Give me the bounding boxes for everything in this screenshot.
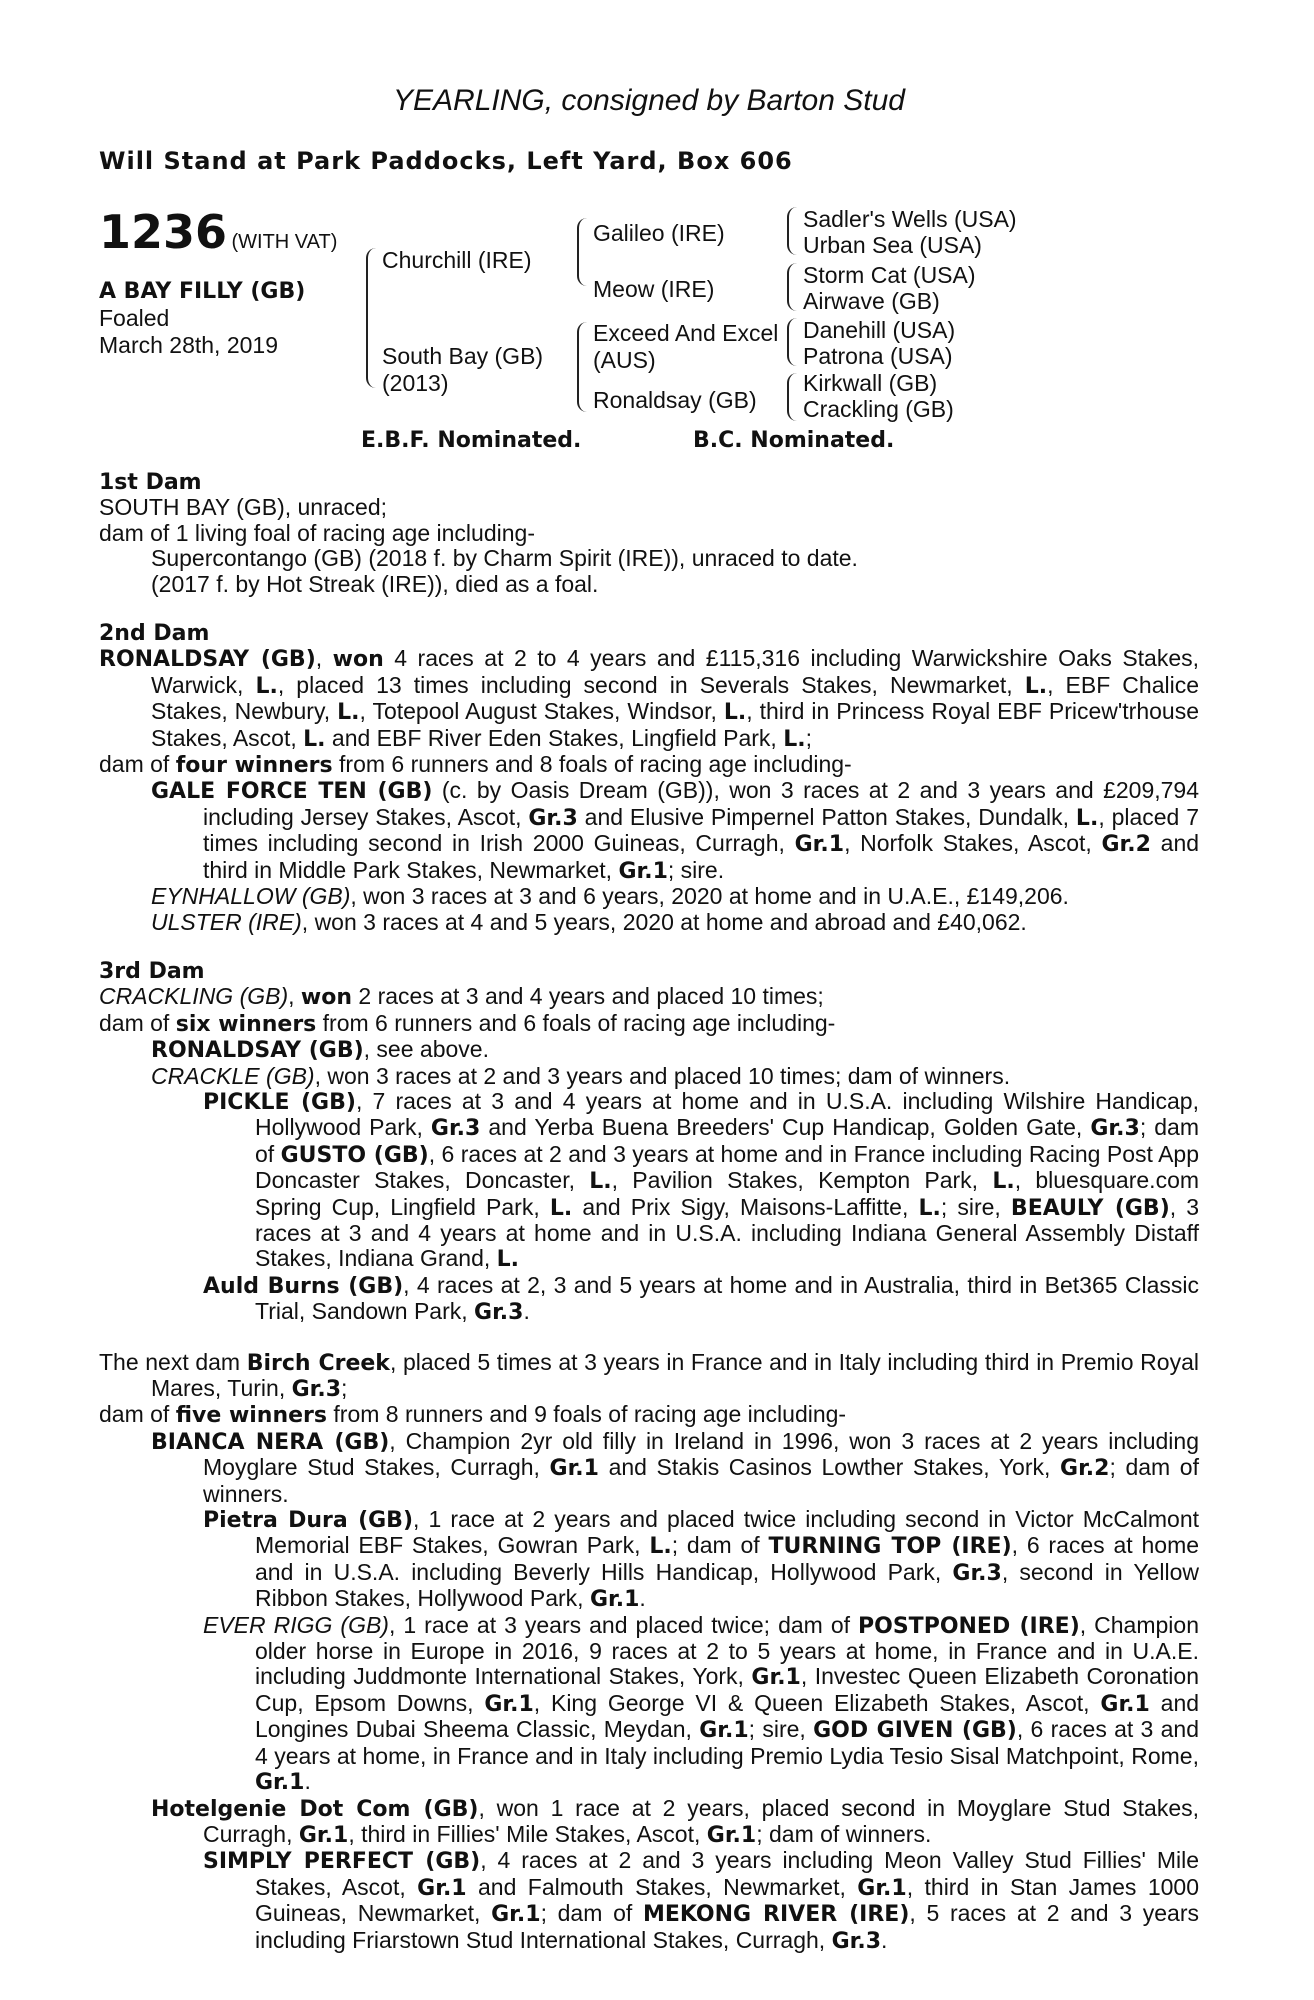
- grade: Gr.1: [298, 1822, 349, 1848]
- pickle-entry: [99, 1089, 1199, 1273]
- entry-text: and Stakis Casinos Lowther Stakes, York,: [608, 1454, 1051, 1481]
- pietra-dura-entry: [99, 1507, 1199, 1613]
- grade: L.: [918, 1195, 941, 1221]
- dam-of-line: [99, 1011, 1199, 1037]
- grade: L.: [1024, 673, 1048, 699]
- horse-name: GOD GIVEN (GB): [813, 1718, 1017, 1744]
- horse-name: EVER RIGG (GB): [203, 1611, 389, 1638]
- crackle-entry: [99, 1064, 1199, 1089]
- grade: Gr.1: [491, 1902, 541, 1928]
- entry-text: and EBF River Eden Stakes, Lingfield Park,: [331, 724, 777, 751]
- horse-name: MEKONG RIVER (IRE): [642, 1902, 910, 1928]
- pedigree-sire: Churchill (IRE): [382, 247, 532, 273]
- entry-text: , Norfolk Stakes, Ascot,: [844, 830, 1092, 857]
- entry-text: , bluesquare.com Spring Cup, Lingfield Park,: [255, 1167, 1200, 1220]
- grade: Gr.3: [831, 1928, 882, 1954]
- grade: Gr.1: [255, 1770, 305, 1796]
- entry-text: , placed 5 times at 3 years in France and in Italy including third in Premio Royal Mares, Turin,: [151, 1348, 1199, 1401]
- vat-note: (WITH VAT): [231, 231, 338, 253]
- entry-text: 4 races at 2 to 4 years and £115,316 including Warwickshire Oaks Stakes, Warwick,: [151, 645, 1200, 698]
- birch-creek-entry: [99, 1350, 1199, 1403]
- entry-text: , won 3 races at 3 and 6 years, 2020 at home and in U.A.E., £149,206.: [350, 883, 1069, 910]
- winners-count: five winners: [175, 1403, 328, 1429]
- grade: Gr.2: [1060, 1456, 1110, 1482]
- punctuation: ;: [341, 1375, 348, 1401]
- entry-text: 2 races at 3 and 4 years and placed 10 times;: [358, 983, 824, 1010]
- pedigree-sire-dam: Meow (IRE): [593, 276, 715, 302]
- entry-text: , 5 races at 2 and 3 years including Friarstown Stud International Stakes, Curragh,: [255, 1900, 1199, 1953]
- pedigree-dam-sire-country: (AUS): [593, 347, 656, 373]
- grade: Gr.3: [474, 1300, 524, 1326]
- grade: Gr.1: [1100, 1691, 1150, 1717]
- entry-text: , won 3 races at 4 and 5 years, 2020 at home and abroad and £40,062.: [301, 908, 1027, 935]
- entry-text: , won 3 races at 2 and 3 years and placed 10 times; dam of winners.: [314, 1062, 1011, 1089]
- pedigree-g4: Airwave (GB): [803, 288, 940, 314]
- punctuation: .: [639, 1585, 646, 1612]
- first-dam-line: (2017 f. by Hot Streak (IRE)), died as a foal.: [151, 570, 599, 597]
- ulster-entry: [99, 910, 1199, 935]
- foaled-date: March 28th, 2019: [99, 332, 279, 358]
- horse-name: TURNING TOP (IRE): [768, 1534, 1012, 1560]
- grade: Gr.3: [952, 1560, 1002, 1586]
- simply-perfect-entry: [99, 1848, 1199, 1954]
- grade: L.: [723, 700, 747, 726]
- pedigree-dam-sire-name: Exceed And Excel: [593, 320, 779, 346]
- punctuation: .: [304, 1768, 311, 1795]
- horse-name: RONALDSAY (GB): [151, 1038, 364, 1064]
- horse-name: CRACKLE (GB): [151, 1062, 315, 1089]
- entry-text: ; sire,: [940, 1193, 1001, 1220]
- dam-of-line: [99, 1402, 1199, 1428]
- winners-count: four winners: [175, 753, 333, 779]
- entry-text: , 1 race at 2 years and placed twice including second in Victor McCalmont Memorial EBF Stakes, Gowran Park,: [255, 1506, 1200, 1559]
- bc-nomination: B.C. Nominated.: [693, 428, 895, 453]
- foaled-label: Foaled: [99, 305, 170, 331]
- box-location: Will Stand at Park Paddocks, Left Yard, Box 606: [99, 147, 793, 175]
- pedigree-bracket: [366, 248, 382, 388]
- pedigree-bracket: [787, 207, 803, 255]
- lot-description: A BAY FILLY (GB): [99, 279, 306, 304]
- entry-text: , third in Princess Royal EBF Pricew'trhouse Stakes, Ascot,: [151, 698, 1200, 751]
- entry-text: , 7 races at 3 and 4 years at home and in U.S.A. including Wilshire Handicap, Hollywood Park,: [255, 1087, 1199, 1141]
- pedigree-g3: Storm Cat (USA): [803, 262, 976, 288]
- grade: Gr.1: [417, 1875, 467, 1901]
- grade: L.: [992, 1169, 1015, 1195]
- grade: L.: [549, 1195, 573, 1221]
- foaled-info: [99, 305, 278, 359]
- auld-burns-entry: [99, 1273, 1199, 1326]
- entry-text: , 4 races at 2 and 3 years including Meon Valley Stud Fillies' Mile Stakes, Ascot,: [255, 1847, 1199, 1900]
- won-label: won: [300, 985, 353, 1011]
- produce-record: [99, 470, 1199, 1954]
- pedigree-g6: Patrona (USA): [803, 343, 953, 369]
- third-dam-heading: 3rd Dam: [99, 958, 205, 984]
- horse-name: BIANCA NERA (GB): [151, 1429, 390, 1455]
- entry-text: and Falmouth Stakes, Newmarket,: [478, 1873, 846, 1900]
- bianca-nera-entry: [99, 1429, 1199, 1507]
- pedigree-g5: Danehill (USA): [803, 317, 956, 343]
- horse-name: Pietra Dura (GB): [203, 1508, 414, 1534]
- pedigree-dam-name: South Bay (GB): [382, 343, 544, 369]
- entry-text: and third in Middle Park Stakes, Newmarket,: [203, 830, 1200, 883]
- grade: Gr.1: [794, 832, 845, 858]
- entry-text: ; sire.: [667, 856, 725, 883]
- horse-name: SIMPLY PERFECT (GB): [203, 1849, 481, 1875]
- entry-text: , Champion 2yr old filly in Ireland in 1996, won 3 races at 2 years including Moyglare Stud Stakes, Curragh,: [203, 1427, 1199, 1481]
- first-dam-line: dam of 1 living foal of racing age including-: [99, 519, 535, 546]
- entry-text: ; dam of: [255, 1114, 1199, 1167]
- entry-text: dam of: [99, 1401, 170, 1428]
- entry-text: , King George VI & Queen Elizabeth Stakes, Ascot,: [533, 1689, 1090, 1716]
- grade: Gr.3: [1090, 1116, 1140, 1142]
- grade: Gr.1: [549, 1456, 599, 1482]
- entry-text: from 8 runners and 9 foals of racing age including-: [333, 1401, 847, 1428]
- grade: Gr.3: [528, 805, 578, 831]
- grade: L.: [255, 673, 278, 699]
- grade: Gr.2: [1101, 832, 1151, 858]
- first-dam-heading: 1st Dam: [99, 470, 202, 495]
- entry-text: , see above.: [363, 1036, 489, 1063]
- grade: Gr.1: [484, 1691, 534, 1717]
- grade: Gr.3: [291, 1377, 342, 1402]
- entry-text: The next dam: [99, 1348, 241, 1375]
- entry-text: dam of: [99, 1009, 170, 1036]
- grade: Gr.1: [751, 1665, 801, 1691]
- horse-name: CRACKLING (GB): [99, 983, 289, 1010]
- punctuation: ;: [805, 724, 812, 751]
- grade: Gr.3: [430, 1116, 481, 1142]
- grade: L.: [649, 1534, 672, 1560]
- grade: Gr.1: [699, 1718, 749, 1744]
- horse-name: EYNHALLOW (GB): [151, 883, 351, 910]
- entry-text: , 6 races at home and in U.S.A. including Beverly Hills Handicap, Hollywood Park,: [255, 1532, 1200, 1585]
- pedigree-g8: Crackling (GB): [803, 396, 954, 422]
- grade: L.: [589, 1169, 612, 1195]
- hotelgenie-entry: [99, 1796, 1199, 1849]
- entry-text: , EBF Chalice Stakes, Newbury,: [151, 671, 1200, 725]
- entry-text: , placed 13 times including second in Severals Stakes, Newmarket,: [277, 671, 1013, 698]
- horse-name: BEAULY (GB): [1010, 1195, 1170, 1221]
- entry-text: , second in Yellow Ribbon Stakes, Hollywood Park,: [255, 1558, 1199, 1612]
- entry-text: from 6 runners and 8 foals of racing age including-: [339, 751, 852, 778]
- eynhallow-entry: [99, 884, 1199, 909]
- consignment-header: YEARLING, consigned by Barton Stud: [393, 84, 905, 117]
- horse-name: GUSTO (GB): [280, 1142, 429, 1168]
- pedigree-bracket: [787, 373, 803, 421]
- horse-name: ULSTER (IRE): [151, 908, 302, 935]
- dam-of-line: [99, 752, 1199, 778]
- horse-name: PICKLE (GB): [203, 1089, 356, 1115]
- gale-force-ten-entry: [99, 778, 1199, 884]
- entry-text: , 1 race at 3 years and placed twice; dam of: [388, 1611, 850, 1638]
- grade: L.: [337, 700, 360, 726]
- entry-text: and Yerba Buena Breeders' Cup Handicap, Golden Gate,: [488, 1114, 1083, 1141]
- entry-text: , third in Fillies' Mile Stakes, Ascot,: [348, 1820, 701, 1847]
- entry-text: , placed 7 times including second in Irish 2000 Guineas, Curragh,: [203, 803, 1200, 857]
- entry-text: and Elusive Pimpernel Patton Stakes, Dundalk,: [584, 803, 1070, 830]
- horse-name: GALE FORCE TEN (GB): [151, 779, 433, 805]
- pedigree-bracket: [577, 218, 593, 286]
- entry-text: , Champion older horse in Europe in 2016, 9 races at 2 to 5 years at home, in France and in U.A.E. including Juddmonte International Stakes, York,: [255, 1611, 1199, 1690]
- entry-text: and Prix Sigy, Maisons-Laffitte,: [582, 1193, 909, 1220]
- entry-text: , 6 races at 2 and 3 years at home and in France including Racing Post App Doncaster Stakes, Doncaster,: [255, 1140, 1199, 1194]
- horse-name: POSTPONED (IRE): [858, 1613, 1080, 1639]
- pedigree-dam-year: (2013): [382, 370, 449, 396]
- punctuation: .: [523, 1298, 530, 1325]
- pedigree-sire-sire: Galileo (IRE): [593, 220, 725, 246]
- pedigree-bracket: [577, 322, 593, 412]
- crackling-entry: CRACKLING (GB), won 2 races at 3 and 4 years and placed 10 times;: [99, 983, 824, 1011]
- entry-text: ; dam of winners.: [203, 1454, 1199, 1507]
- horse-name: Auld Burns (GB): [203, 1273, 404, 1299]
- punctuation: .: [881, 1926, 888, 1953]
- grade: L.: [783, 726, 806, 752]
- entry-text: , Investec Queen Elizabeth Coronation Cup, Epsom Downs,: [255, 1663, 1199, 1716]
- ronaldsay-ref: [99, 1037, 1199, 1063]
- entry-text: ; sire,: [748, 1716, 806, 1743]
- horse-name: RONALDSAY (GB): [99, 647, 316, 673]
- pedigree-dam: [382, 343, 543, 397]
- entry-text: from 6 runners and 6 foals of racing age including-: [322, 1009, 836, 1036]
- grade: L.: [303, 726, 326, 752]
- entry-text: , won 1 race at 2 years, placed second in Moyglare Stud Stakes, Curragh,: [203, 1794, 1200, 1847]
- entry-text: ; dam of winners.: [756, 1820, 932, 1847]
- pedigree-bracket: [787, 318, 803, 366]
- entry-text: ; dam of: [671, 1532, 760, 1559]
- entry-text: and Longines Dubai Sheema Classic, Meydan,: [255, 1689, 1200, 1743]
- grade: L.: [496, 1247, 520, 1273]
- entry-text: , 3 races at 3 and 4 years at home and in U.S.A. including Indiana General Assembly Distaff Stakes, Indiana Grand,: [255, 1193, 1200, 1272]
- entry-text: dam of: [99, 751, 170, 778]
- ronaldsay-entry: RONALDSAY (GB), won 4 races at 2 to 4 years and £115,316 including Warwickshire Oaks Stakes, Warwick, L., placed 13 times including second in Severals Stakes, Newmarket, L., EBF Chalice Stakes, Newbury, L., Totepool August Stakes, Windsor, L., third in Princess Royal EBF Pricew'trhouse Stakes, Ascot, L. and EBF River Eden Stakes, Lingfield Park, L.;: [99, 645, 1200, 752]
- ebf-nomination: E.B.F. Nominated.: [361, 428, 582, 453]
- first-dam-line: Supercontango (GB) (2018 f. by Charm Spirit (IRE)), unraced to date.: [151, 545, 858, 572]
- winners-count: six winners: [175, 1011, 317, 1037]
- pedigree-g2: Urban Sea (USA): [803, 232, 982, 258]
- grade: Gr.1: [618, 858, 668, 884]
- first-dam-line: SOUTH BAY (GB), unraced;: [99, 494, 388, 521]
- horse-name: Hotelgenie Dot Com (GB): [151, 1796, 479, 1822]
- entry-text: (c. by Oasis Dream (GB)), won 3 races at 2 and 3 years and £209,794 including Jersey Stakes, Ascot,: [203, 777, 1200, 830]
- grade: Gr.1: [589, 1587, 640, 1613]
- grade: Gr.1: [706, 1822, 757, 1848]
- entry-text: ; dam of: [540, 1900, 633, 1927]
- pedigree-bracket: [787, 263, 803, 311]
- lot-number: 1236: [99, 205, 228, 259]
- entry-text: , Totepool August Stakes, Windsor,: [359, 698, 717, 725]
- pedigree-g1: Sadler's Wells (USA): [803, 206, 1017, 232]
- entry-text: , third in Stan James 1000 Guineas, Newmarket,: [255, 1873, 1199, 1927]
- grade: L.: [1075, 805, 1099, 831]
- grade: Gr.1: [857, 1875, 907, 1901]
- lot-number-block: [99, 205, 337, 259]
- ever-rigg-entry: [99, 1613, 1199, 1796]
- pedigree-dam-dam: Ronaldsay (GB): [593, 387, 757, 413]
- entry-text: , 6 races at 3 and 4 years at home, in France and in Italy including Premio Lydia Tesio Sisal Matchpoint, Rome,: [255, 1716, 1199, 1769]
- pedigree-g7: Kirkwall (GB): [803, 370, 938, 396]
- entry-text: , 4 races at 2, 3 and 5 years at home and in Australia, third in Bet365 Classic Trial, Sandown Park,: [255, 1271, 1199, 1325]
- second-dam-heading: 2nd Dam: [99, 621, 210, 647]
- horse-name: Birch Creek: [246, 1350, 390, 1376]
- entry-text: , Pavilion Stakes, Kempton Park,: [611, 1167, 979, 1194]
- won-label: won: [332, 647, 384, 673]
- pedigree-dam-sire: [593, 320, 778, 374]
